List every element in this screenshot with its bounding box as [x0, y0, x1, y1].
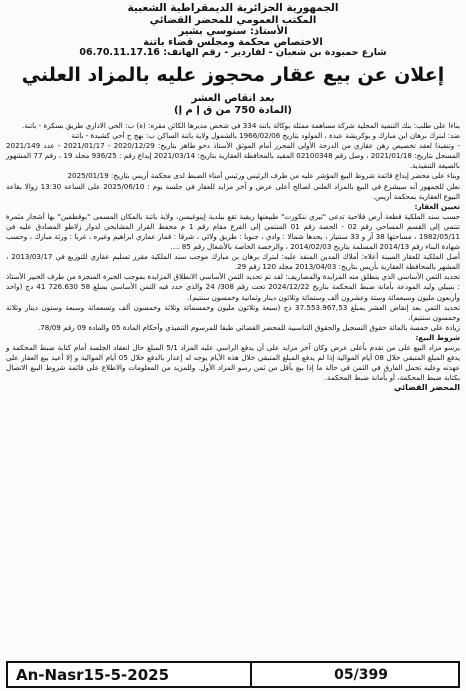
- label-conditions: شروط البيع:: [415, 332, 460, 342]
- notice-body: [6, 121, 460, 394]
- paragraph-debtor: ضد: لبترك برهان ابن مبارك و بوكريشة عيدة ، المولود بتاريخ 1966/02/06 بالشمول ولاية باتنة الساكن ب: نهج ح أحي كشيدة - باتنة: [71, 131, 460, 141]
- republic-name: الجمهورية الجزائرية الديمقراطية الشعبية: [127, 2, 339, 14]
- office-address: شارع حمبودة بن شعبان - لفاردير - رقم الهاتف: 06.70.11.17.16: [79, 47, 387, 59]
- publication-reference: An-Nasr15-5-2025: [8, 663, 252, 686]
- paragraph-requester: بناءا على طلب: بنك التنمية المحلية شركة مساهمة ممثلة بوكالة باتنة 334 في شخص مديرها الكائن مقره: (ة) ب: الحي الاداري طريق بسكرة - باتنة.: [21, 120, 460, 130]
- paragraph-mortgage: - وتنفيذا لعقد تخصيص رهن عقاري من الدرجة الأولى المحرر أمام الموثق الأستاذ دخو طاهر بتاريخ: 2020/12/29 - 2021/01/17 - عدد 2021/149 المسجل بتاريخ: 2021/01/18 ، وصل رقم 02100348 المقيد بالمحافظة العقارية بتاريخ: 2021/03/14 إيداع رقم : 936/25 مجلد 19 ، رقم 77 المشهور بالصيغة التنفيذية.: [6, 141, 460, 171]
- notice-subtitle: [6, 93, 460, 117]
- signature: المحضر القضائي: [393, 383, 460, 393]
- paragraph-fees: زيادة على خمسة بالمائة حقوق التسجيل والحقوق التناسبية للمحضر القضائي طبقا للمرسوم التنفيذي وأحكام المادة 05 والمادة 09 رقم 78/09.: [37, 322, 460, 332]
- paragraph-conditions: يرسو مزاد البيع على من تقدم بأعلى عرض وكان آخر مزايد على أن يدفع الراسي عليه المزاد 5/1 المبلغ حال انعقاد الجلسة أمام كتابة ضبط المحكمة و يدفع المبلغ المتبقي خلال 08 أيام الموالية إذا لم يدفع المبلغ المتبقي خلال هذه الأيام يوجه له إعذار بالدفع خلال 05 أيام الموالية و إلا أعيد بيع العقار على عهدته وعليه تحمل الفارق في الثمن في حالة ما إذا بيع بأقل من ثمن رسو المزاد الأول. وللمزيد من المعلومات والاطلاع على قائمة شروط البيع الاتصال بكتابة ضبط المحكمة، أو بأمانة ضبط المحكمة.: [6, 343, 460, 383]
- publication-number: 05/399: [334, 666, 388, 683]
- office-header: [6, 3, 460, 59]
- publication-footer: [6, 661, 460, 688]
- paragraph-base-price: تحديد الثمن الأساسي الذي ينطلق منه المزايدة والمصاريف: لقد تم تحديد الثمن الأساسي الانطلاق المزايدة بموجب الخبرة المنجزة من طرف الخبير الأستاذ : بنبيلي وليد المودعة بأمانة ضبط المحكمة بتاريخ 2024/12/22 تحت رقم 308/ 24 والذي حدد فيه الثمن الأساسي بمبلغ 58 726.630 41 دج (واحد وأربعون مليون وسبعمائة وستة وعشرون ألف وستمائة وثلاثون دينار وثمانية وخمسون سنتيم).: [6, 272, 460, 302]
- paragraph-auction-date: نعلن للجمهور أنه سيشرع في البيع بالمزاد العلني لصالح أعلى عرض و آخر مزايد للعقار في جلسة يوم : 2025/06/10 على الساعة 13:30 زوالا بقاعة البيوع العقارية بمحكمة أريس.: [6, 181, 460, 201]
- label-property: تعيين العقار:: [414, 201, 460, 211]
- office-name: المكتب العمومي للمحضر القضائي: [149, 14, 317, 26]
- notice-title: إعلان عن بيع عقار محجوز عليه بالمزاد العلني: [21, 63, 445, 86]
- jurisdiction: الاختصاص محكمة ومجلس قضاء باتنة: [143, 37, 323, 49]
- paragraph-property: حسب سند الملكية قطعة أرض فلاحية تدعى "تيزي ننكورت" طبيعتها ريفية تقع ببلدية إينوغيسن، ولاية باتنة بالمكان المسمى "بوقطفين" بها أشجار مثمرة تنتمي إلى القسم المساحي رقم 02 - الحصة رقم 01 المنتمي إلى الفرع مقام رقم 1 م محفظ القرار المشايخي لدوار زلاطو المصادق عليه في 1982/05/11 ، مساحتها 38 آر و 33 سنتيار ، يحدها شمالا : وادي ، جنوبا : طريق ولائي ، شرقا : قمار عماري ابراهيم وغيره ، غربا : ورثة مبارك ، وحسب شهادة البناء رقم 2014/13 المسلمة بتاريخ 2014/02/03 ، والرخصة الخاصة بالأشغال رقم 85 ....: [6, 211, 460, 252]
- paragraph-ownership: أصل الملكية للعقار المبينة أعلاه: أملاك المدين المنفذ عليه: لبترك برهان بن مبارك موجب سند الملكية مقرر تسليم عقاري للتوزيع في 2013/03/17 ، المشهر بالمحافظة العقارية بأريس بتاريخ: 2013/04/03 مجلد 120 رقم 29.: [6, 252, 460, 272]
- paragraph-reduced-price: تحديد الثمن بعد إنقاص العشر بمبلغ 37.553.967,53 دج (سبعة وثلاثون مليون وخمسمائة وثلاثة وخمسون ألف وتسعمائة وسبعة وستون دينار وثلاثة وخمسون سنتيم).: [6, 302, 460, 322]
- subtitle-line-2: (المادة 750 من ق إ م إ): [174, 104, 292, 116]
- subtitle-line-1: بعد انقاص العشر: [191, 92, 275, 104]
- paragraph-conditions-deposit: وبناء على محضر إيداع قائمة شروط البيع المؤشر عليه من طرف الرئيس ورئيس أمناء الضبط لدى محكمة أريس بتاريخ: 2025/01/19: [67, 171, 460, 181]
- officer-name: الأستاذ: سنوسي بشير: [178, 25, 288, 37]
